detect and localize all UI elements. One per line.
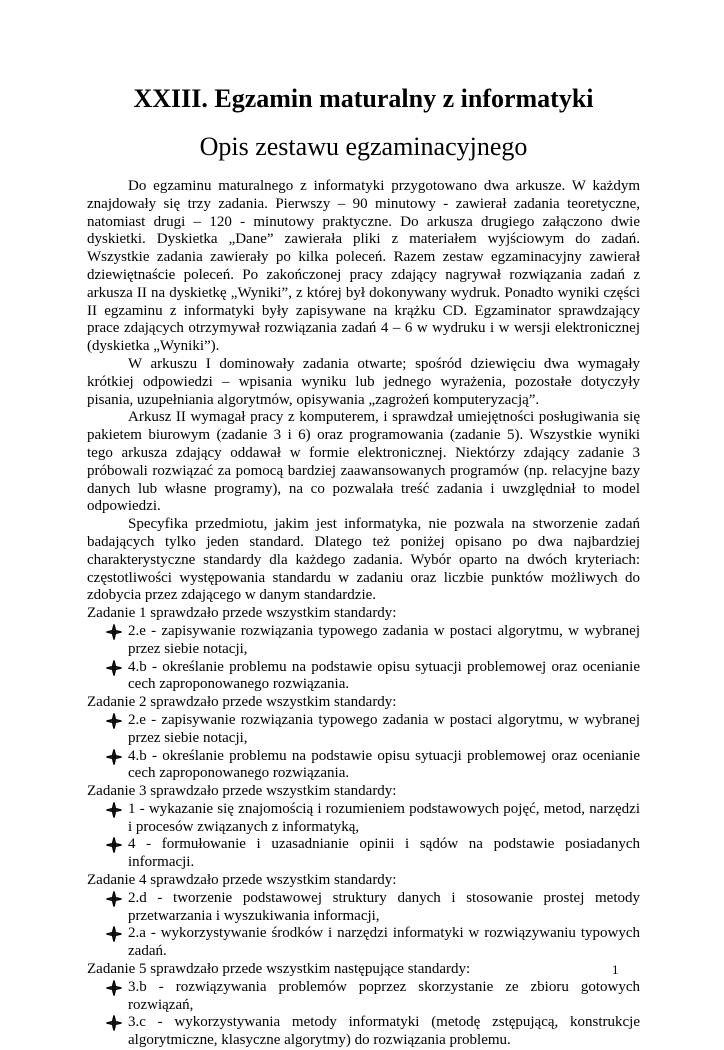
list-item	[87, 836, 640, 872]
list-item	[87, 801, 640, 837]
task-2-standards	[87, 712, 640, 783]
standard-text: 4.b - określanie problemu na podstawie opisu sytuacji problemowej oraz ocenianie cech zaproponowanego rozwiązania.	[128, 747, 640, 782]
task-4-standards	[87, 890, 640, 961]
standard-text: 2.a - wykorzystywanie środków i narzędzi informatyki w rozwiązywaniu typowych zadań.	[128, 925, 640, 960]
task-3-heading: Zadanie 3 sprawdzało przede wszystkim standardy:	[87, 783, 397, 800]
list-item	[87, 659, 640, 695]
list-item	[87, 890, 640, 926]
diamond-star-bullet-icon	[106, 836, 122, 854]
standard-text: 4.b - określanie problemu na podstawie opisu sytuacji problemowej oraz ocenianie cech zaproponowanego rozwiązania.	[128, 658, 640, 693]
diamond-star-bullet-icon	[106, 623, 122, 641]
paragraph-arkusz-1: W arkuszu I dominowały zadania otwarte; spośród dziewięciu dwa wymagały krótkiej odpowiedzi – wpisania wyniku lub jednego wyrażenia, pozostałe dotyczyły pisania, uzupełniania algorytmów, opisywania „zagrożeń komputeryzacją”.	[87, 355, 640, 408]
list-item	[87, 1014, 640, 1050]
document-title: XXIII. Egzamin maturalny z informatyki	[133, 84, 594, 113]
diamond-star-bullet-icon	[106, 1014, 122, 1032]
document-subtitle: Opis zestawu egzaminacyjnego	[199, 132, 528, 161]
standard-text: 3.b - rozwiązywania problemów poprzez skorzystanie ze zbioru gotowych rozwiązań,	[128, 978, 640, 1013]
document-page	[87, 82, 640, 1050]
diamond-star-bullet-icon	[106, 890, 122, 908]
list-item	[87, 925, 640, 961]
diamond-star-bullet-icon	[106, 712, 122, 730]
standard-text: 1 - wykazanie się znajomością i rozumieniem podstawowych pojęć, metod, narzędzi i procesów związanych z informatyką,	[128, 800, 640, 835]
standard-text: 4 - formułowanie i uzasadnianie opinii i sądów na podstawie posiadanych informacji.	[128, 836, 640, 871]
diamond-star-bullet-icon	[106, 801, 122, 819]
task-2-heading: Zadanie 2 sprawdzało przede wszystkim standardy:	[87, 694, 397, 711]
diamond-star-bullet-icon	[106, 659, 122, 677]
standard-text: 2.e - zapisywanie rozwiązania typowego zadania w postaci algorytmu, w wybranej przez siebie notacji,	[128, 622, 640, 657]
list-item	[87, 979, 640, 1015]
diamond-star-bullet-icon	[106, 979, 122, 997]
page-number: 1	[612, 962, 619, 977]
task-1-heading: Zadanie 1 sprawdzało przede wszystkim standardy:	[87, 605, 397, 622]
task-4-heading: Zadanie 4 sprawdzało przede wszystkim standardy:	[87, 872, 397, 889]
task-1-standards	[87, 623, 640, 694]
diamond-star-bullet-icon	[106, 925, 122, 943]
paragraph-specyfika: Specyfika przedmiotu, jakim jest informatyka, nie pozwala na stworzenie zadań badających tylko jeden standard. Dlatego też poniżej opisano po dwa najbardziej charakterystyczne standardy dla każdego zadania. Wybór oparto na dwóch kryteriach: częstotliwości występowania standardu w zadaniu oraz liczbie punktów możliwych do zdobycia przez zdającego w danym standardzie.	[87, 516, 640, 604]
task-5-heading: Zadanie 5 sprawdzało przede wszystkim następujące standardy:	[87, 961, 471, 978]
standard-text: 2.d - tworzenie podstawowej struktury danych i stosowanie prostej metody przetwarzania i wyszukiwania informacji,	[128, 889, 640, 924]
task-3-standards	[87, 801, 640, 872]
standard-text: 2.e - zapisywanie rozwiązania typowego zadania w postaci algorytmu, w wybranej przez siebie notacji,	[128, 711, 640, 746]
list-item	[87, 623, 640, 659]
paragraph-arkusz-2: Arkusz II wymagał pracy z komputerem, i sprawdzał umiejętności posługiwania się pakietem biurowym (zadanie 3 i 6) oraz programowania (zadanie 5). Wszystkie wyniki tego arkusza zdający oddawał w formie elektronicznej. Niektórzy zdający zadanie 3 próbowali rozwiązać za pomocą bardziej zaawansowanych programów (np. relacyjne bazy danych lub własne programy), na co pozwalała treść zadania i uwzględniał to model odpowiedzi.	[87, 409, 640, 515]
task-5-standards	[87, 979, 640, 1050]
paragraph-intro: Do egzaminu maturalnego z informatyki przygotowano dwa arkusze. W każdym znajdowały się trzy zadania. Pierwszy – 90 minutowy - zawierał zadania teoretyczne, natomiast drugi – 120 - minutowy praktyczne. Do arkusza drugiego załączono dwie dyskietki. Dyskietka „Dane” zawierała pliki z materiałem wyjściowym do zadań. Wszystkie zadania zawierały po kilka poleceń. Razem zestaw egzaminacyjny zawierał dziewiętnaście poleceń. Po zakończonej pracy zdający nagrywał rozwiązania zadań z arkusza II na dyskietkę „Wyniki”, z której był dokonywany wydruk. Ponadto wyniki części II egzaminu z informatyki były zapisywane na krążku CD. Egzaminator sprawdzający prace zdających otrzymywał rozwiązania zadań 4 – 6 w wydruku i w wersji elektronicznej (dyskietka „Wyniki”).	[87, 178, 640, 355]
list-item	[87, 748, 640, 784]
diamond-star-bullet-icon	[106, 748, 122, 766]
list-item	[87, 712, 640, 748]
standard-text: 3.c - wykorzystywania metody informatyki (metodę zstępującą, konstrukcje algorytmiczne, klasyczne algorytmy) do rozwiązania problemu.	[128, 1014, 640, 1049]
